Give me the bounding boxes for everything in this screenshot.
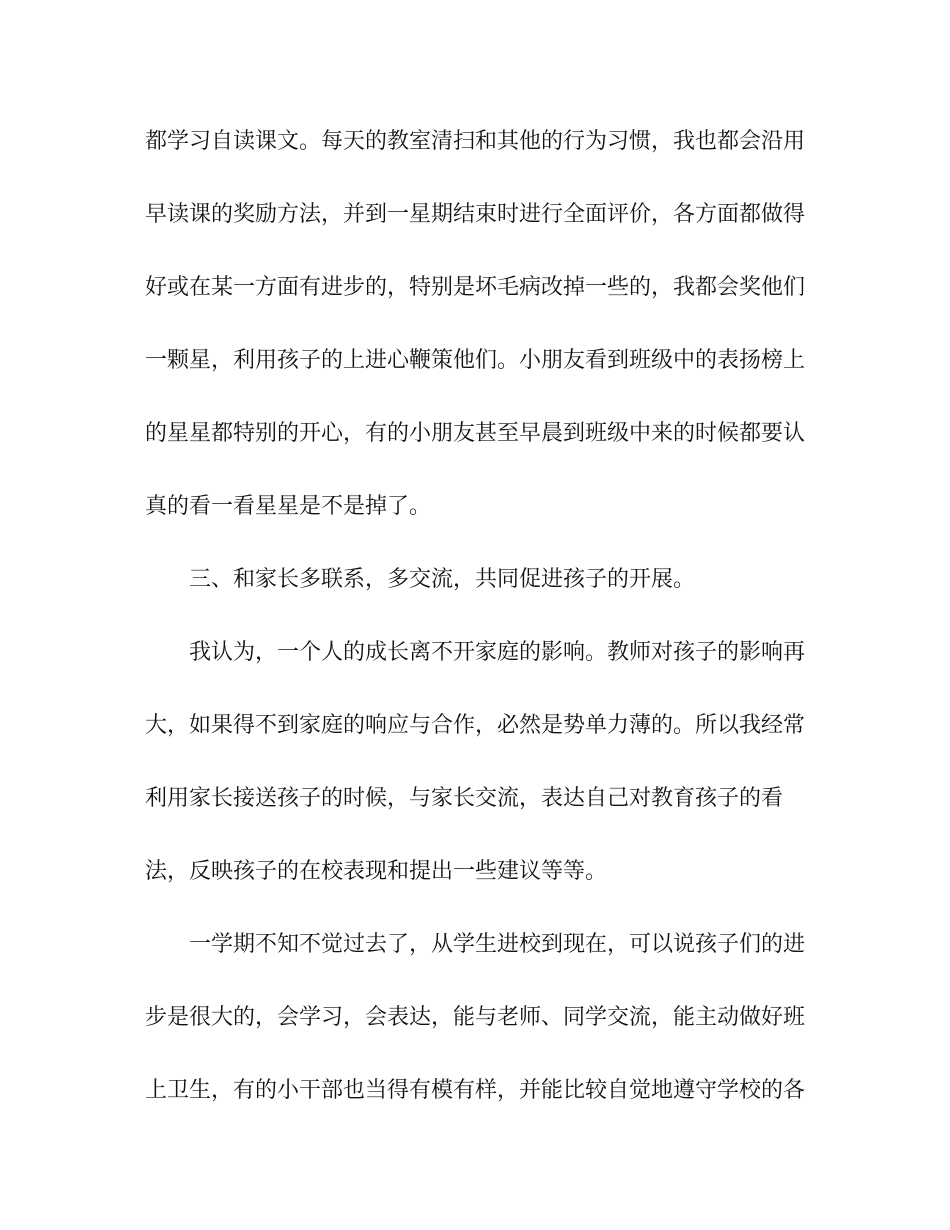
text-line-12: 一学期不知不觉过去了，从学生进校到现在，可以说孩子们的进 [189, 932, 806, 957]
text-line-1: 都学习自读课文。每天的教室清扫和其他的行为习惯，我也都会沿用 [145, 129, 806, 154]
text-line-5: 的星星都特别的开心，有的小朋友甚至早晨到班级中来的时候都要认 [145, 421, 806, 446]
section-heading: 三、和家长多联系，多交流，共同促进孩子的开展。 [189, 567, 696, 592]
text-line-13: 步是很大的，会学习，会表达，能与老师、同学交流，能主动做好班 [145, 1005, 806, 1030]
text-line-2: 早读课的奖励方法，并到一星期结束时进行全面评价，各方面都做得 [145, 202, 806, 227]
text-line-6: 真的看一看星星是不是掉了。 [145, 494, 432, 519]
text-line-9: 大，如果得不到家庭的响应与合作，必然是势单力薄的。所以我经常 [145, 713, 806, 738]
text-line-8: 我认为，一个人的成长离不开家庭的影响。教师对孩子的影响再 [189, 640, 806, 665]
text-line-14: 上卫生，有的小干部也当得有模有样，并能比较自觉地遵守学校的各 [145, 1078, 806, 1103]
text-line-10: 利用家长接送孩子的时候，与家长交流，表达自己对教育孩子的看 [145, 786, 784, 811]
text-line-11: 法，反映孩子的在校表现和提出一些建议等等。 [145, 859, 608, 884]
text-line-3: 好或在某一方面有进步的，特别是坏毛病改掉一些的，我都会奖他们 [145, 275, 806, 300]
text-line-4: 一颗星，利用孩子的上进心鞭策他们。小朋友看到班级中的表扬榜上 [145, 348, 806, 373]
